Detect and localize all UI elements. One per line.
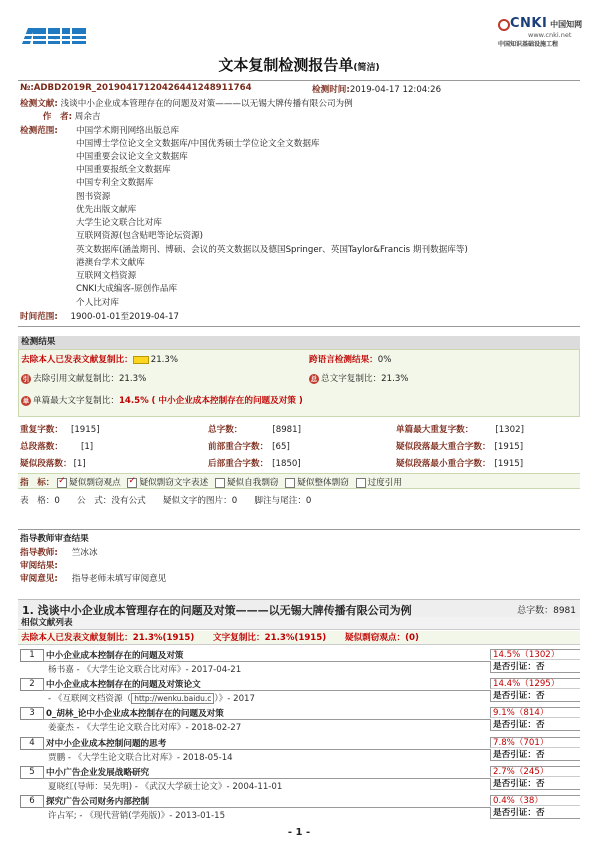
guide-section-title: 指导教师审查结果 — [20, 534, 89, 544]
checkbox-checked-icon — [57, 478, 67, 488]
item-source: 贾鹏 - 《大学生论文联合比对库》- 2018-05-14 — [48, 753, 233, 763]
report-id — [20, 83, 252, 93]
all-ratio-label: 总文字复制比： — [321, 374, 382, 384]
max-ratio-value: 14.5% — [118, 396, 149, 406]
quote-ratio-label: 去除引用文献复制比： — [33, 374, 119, 384]
report-doc-value: 浅谈中小企业成本管理存在的问题及对策———以无锡大牌传播有限公司为例 — [60, 99, 353, 109]
similar-item[interactable] — [18, 765, 580, 794]
max-badge-icon: 单 — [22, 396, 30, 405]
divider — [18, 80, 580, 81]
similar-item[interactable] — [18, 677, 580, 706]
total-ratio-label: 去除本人已发表文献复制比： — [21, 355, 133, 365]
total-ratio-value: 21.3% — [150, 355, 179, 365]
stat-value: [65] — [272, 442, 290, 452]
guide-teacher — [20, 546, 98, 558]
all-ratio-value: 21.3% — [381, 374, 409, 384]
divider — [42, 807, 490, 808]
range-item: 中国重要会议论文全文数据库 — [76, 152, 188, 162]
item-title[interactable]: 对中小企业成本控制问题的思考 — [46, 739, 167, 749]
indicator-row — [18, 473, 580, 489]
range-item: 中国博士学位论文全文数据库/中国优秀硕士学位论文全文数据库 — [76, 139, 320, 149]
amlc-logo — [20, 24, 90, 46]
divider — [18, 326, 580, 327]
guide-section — [18, 529, 580, 588]
report-period — [20, 310, 179, 322]
item-number: 3 — [20, 707, 44, 720]
results-section-title: 检测结果 — [18, 336, 580, 349]
item-cite: 是否引证：否 — [490, 807, 580, 819]
stat-label: 后部重合字数： — [208, 459, 269, 469]
main-section-header — [18, 599, 580, 618]
similar-item[interactable] — [18, 794, 580, 823]
range-item: 互联网资源(包含贴吧等论坛资源) — [76, 231, 204, 241]
similar-item[interactable] — [18, 648, 580, 677]
item-source-text: - 《互联网文档资源（ — [48, 694, 132, 704]
stat-label: 总段落数： — [20, 442, 63, 452]
item-number: 5 — [20, 766, 44, 779]
range-item: CNKI大成编客-原创作品库 — [76, 284, 178, 294]
stat-item — [396, 423, 524, 435]
item-percent: 7.8%（701） — [490, 737, 580, 748]
stat-value: [1915] — [494, 442, 524, 452]
item-number: 4 — [20, 737, 44, 750]
cross-language-value: 0% — [377, 355, 392, 365]
stat-value: [1915] — [494, 459, 524, 469]
report-time — [312, 83, 441, 95]
indicator-text: 疑似剽窃文字表述 — [139, 478, 209, 488]
range-item: 中国专利全文数据库 — [76, 178, 154, 188]
all-badge-icon: 总 — [310, 374, 318, 383]
item-title[interactable]: 中小企业成本控制存在的问题及对策 — [46, 651, 184, 661]
indicator-text: 疑似整体剽窃 — [297, 478, 349, 488]
item-title[interactable]: 0_胡林_论中小企业成本控制存在的问题及对策 — [46, 709, 224, 719]
report-title-text: 文本复制检测报告单 — [218, 56, 354, 74]
stat-label: 疑似段落最大重合字数： — [396, 442, 491, 452]
item-percent: 14.4%（1295） — [490, 678, 580, 689]
similar-list-header: 相似文献列表 — [18, 617, 580, 630]
divider — [42, 778, 490, 779]
indicator-text: 过度引用 — [367, 478, 402, 488]
item-percent: 0.4%（38） — [490, 795, 580, 806]
item-cite: 是否引证：否 — [490, 690, 580, 702]
main-section-title: 1. 浅谈中小企业成本管理存在的问题及对策———以无锡大牌传播有限公司为例 — [22, 604, 412, 617]
max-ratio-note: ( 中小企业成本控制存在的问题及对策 ) — [151, 396, 303, 406]
page-number: - 1 - — [287, 827, 311, 838]
quote-ratio — [21, 372, 146, 384]
stat-value: [1] — [80, 442, 94, 452]
stat-item — [208, 423, 301, 435]
stat-item — [20, 457, 86, 469]
similar-summary-total: 去除本人已发表文献复制比：21.3%(1915) — [21, 633, 195, 643]
amlc-logo-text: AMLC — [53, 40, 57, 41]
guide-review-label: 审阅结果: — [20, 561, 58, 571]
similar-summary-text: 文字复制比：21.3%(1915) — [213, 633, 327, 643]
max-ratio — [21, 394, 303, 406]
misc-stats: 表 格：0 公 式：没有公式 疑似文字的图片：0 脚注与尾注：0 — [20, 496, 312, 506]
report-time-label: 检测时间: — [312, 85, 350, 95]
item-cite: 是否引证：否 — [490, 749, 580, 761]
indicator-list — [20, 476, 402, 488]
report-period-value: 1900-01-01至2019-04-17 — [70, 312, 180, 322]
report-range-label — [20, 124, 58, 136]
stat-value: [1302] — [495, 425, 524, 435]
report-author-label: 作 者: — [42, 112, 72, 122]
total-ratio — [21, 353, 178, 365]
item-cite: 是否引证：否 — [490, 778, 580, 790]
stat-label: 单篇最大重复字数： — [396, 425, 474, 435]
item-number: 6 — [20, 795, 44, 808]
item-number: 2 — [20, 678, 44, 691]
report-author — [20, 110, 101, 122]
item-cite: 是否引证：否 — [490, 719, 580, 731]
indicator-whole-plagiarism — [285, 478, 349, 488]
checkbox-icon — [356, 478, 366, 488]
checkbox-checked-icon — [127, 478, 137, 488]
similar-summary — [18, 631, 580, 645]
indicator-plagiarism-text — [127, 478, 208, 488]
cross-language — [309, 353, 391, 365]
range-item: 港澳台学术文献库 — [76, 258, 145, 268]
stat-item — [208, 457, 301, 469]
similar-item[interactable] — [18, 736, 580, 765]
item-source: 姜豪杰 - 《大学生论文联合比对库》- 2018-02-27 — [48, 723, 242, 733]
guide-teacher-value: 竺冰冰 — [71, 548, 98, 558]
item-number: 1 — [20, 649, 44, 662]
cnki-logo — [498, 16, 583, 48]
item-cite: 是否引证：否 — [490, 661, 580, 673]
range-item: 中国学术期刊网络出版总库 — [76, 126, 180, 136]
stat-item — [396, 440, 523, 452]
cnki-logo-cn: 中国知网 — [550, 20, 583, 29]
guide-opinion — [20, 572, 166, 584]
stat-value: [8981] — [272, 425, 301, 435]
stat-item — [208, 440, 290, 452]
guide-opinion-value: 指导老师未填写审阅意见 — [71, 574, 167, 584]
report-range-label-text: 检测范围: — [20, 126, 58, 136]
report-id-text: №:ADBD2019R_20190417120426441248911764 — [20, 83, 252, 93]
indicator-plagiarism-view — [57, 478, 121, 488]
indicator-text: 疑似自我剽窃 — [226, 478, 279, 488]
stat-value: [1850] — [272, 459, 301, 469]
similar-summary-view: 疑似剽窃观点：(0) — [344, 633, 419, 643]
indicator-text: 疑似剽窃观点 — [69, 478, 121, 488]
divider — [42, 690, 490, 691]
stat-value: [1] — [73, 459, 86, 469]
report-title — [0, 54, 598, 75]
report-title-suffix: (简洁) — [353, 63, 380, 73]
item-source-text: ）》- 2017 — [214, 694, 255, 704]
report-doc — [20, 97, 353, 109]
checkbox-icon — [285, 478, 295, 488]
ratio-bar-icon — [133, 356, 149, 364]
results-summary-box — [18, 349, 580, 417]
stat-item — [20, 440, 93, 452]
range-item: 中国重要报纸全文数据库 — [76, 165, 171, 175]
quote-ratio-value: 21.3% — [118, 374, 147, 384]
cnki-subtitle: 中国知识基础设施工程 — [498, 41, 559, 48]
item-title[interactable]: 探究广告公司财务内部控制 — [46, 797, 150, 807]
item-url-link[interactable]: http://wenku.baidu.c — [131, 693, 214, 704]
checkbox-icon — [215, 478, 225, 488]
cnki-logo-circle-icon — [498, 19, 510, 31]
item-percent: 9.1%（814） — [490, 707, 580, 718]
stat-value: [1915] — [70, 425, 100, 435]
divider — [42, 719, 490, 720]
item-source: 许占军; - 《现代营销(学苑版)》- 2013-01-15 — [48, 811, 226, 821]
cnki-logo-text: CNKI — [510, 16, 548, 31]
range-item: 个人比对库 — [76, 298, 119, 308]
range-item: 大学生论文联合比对库 — [76, 218, 162, 228]
divider — [42, 749, 490, 750]
guide-review — [20, 559, 58, 571]
item-title[interactable]: 中小广告企业发展战略研究 — [46, 768, 150, 778]
all-ratio — [309, 372, 408, 384]
report-period-label: 时间范围: — [20, 312, 58, 322]
report-time-value: 2019-04-17 12:04:26 — [349, 85, 442, 95]
item-source: 夏晓红(导师：吴先明) - 《武汉大学硕士论文》- 2004-11-01 — [48, 782, 283, 792]
stat-label: 疑似段落最小重合字数： — [396, 459, 491, 469]
stat-item — [20, 423, 100, 435]
similar-item[interactable] — [18, 706, 580, 735]
report-doc-label: 检测文献: — [20, 99, 58, 109]
range-item: 图书资源 — [76, 192, 111, 202]
range-item: 英文数据库(涵盖期刊、博硕、会议的英文数据以及德国Springer、英国Taylor&Francis 期刊数据库等) — [76, 245, 468, 255]
stat-label: 总字数： — [208, 425, 243, 435]
guide-opinion-label: 审阅意见: — [20, 574, 58, 584]
stat-label: 重复字数： — [20, 425, 63, 435]
range-item: 优先出版文献库 — [76, 205, 137, 215]
item-title[interactable]: 中小企业成本控制存在的问题及对策论文 — [46, 680, 201, 690]
item-percent: 14.5%（1302） — [490, 649, 580, 660]
main-section-count: 总字数：8981 — [517, 606, 576, 616]
report-author-value: 周余吉 — [74, 112, 101, 122]
quote-badge-icon: 引 — [22, 374, 30, 383]
max-ratio-label: 单篇最大文字复制比： — [33, 396, 119, 406]
divider — [42, 661, 490, 662]
cnki-url: www.cnki.net — [528, 31, 572, 39]
guide-teacher-label: 指导教师: — [20, 548, 58, 558]
item-percent: 2.7%（245） — [490, 766, 580, 777]
indicator-label: 指 标： — [20, 478, 55, 488]
indicator-self-plagiarism — [215, 478, 279, 488]
item-source — [48, 692, 255, 704]
indicator-over-quote — [356, 478, 402, 488]
stat-label: 前部重合字数： — [208, 442, 269, 452]
stat-label: 疑似段落数： — [20, 459, 72, 469]
stat-item — [396, 457, 523, 469]
range-item: 互联网文档资源 — [76, 271, 137, 281]
item-source: 杨书嘉 - 《大学生论文联合比对库》- 2017-04-21 — [48, 665, 242, 675]
cross-language-label: 跨语言检测结果： — [309, 355, 378, 365]
